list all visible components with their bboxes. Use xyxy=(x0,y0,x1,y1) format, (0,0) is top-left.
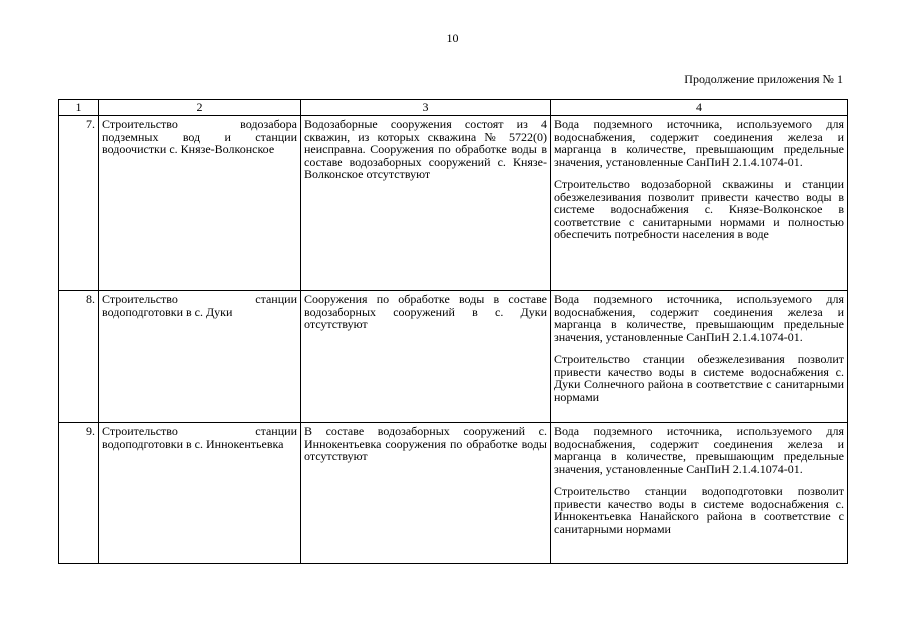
table-row xyxy=(59,291,848,423)
appendix-note: Продолжение приложения № 1 xyxy=(684,72,843,86)
table-row xyxy=(59,423,848,564)
column-header: 3 xyxy=(301,100,551,116)
justification xyxy=(551,116,848,291)
justification-paragraph: Вода подземного источника, используемого для водоснабжения, содержит соединения железа и марганца в количестве, превышающим предельные значения, установленные СанПиН 2.1.4.1074-01. xyxy=(554,292,844,344)
project-name: Строительство водозабора подземных вод и станции водоочистки с. Князе-Волконское xyxy=(99,116,301,291)
justification xyxy=(551,423,848,564)
projects-table xyxy=(58,99,848,564)
row-number: 8. xyxy=(59,291,99,423)
justification-paragraph: Вода подземного источника, используемого для водоснабжения, содержит соединения железа и марганца в количестве, превышающим предельные значения, установленные СанПиН 2.1.4.1074-01. xyxy=(554,424,844,476)
justification-paragraph: Строительство станции водоподготовки позволит привести качество воды в системе водоснабжения с. Иннокентьевка Нанайского района в соответствие с санитарными нормами xyxy=(554,484,844,536)
project-name: Строительство станции водоподготовки в с. Дуки xyxy=(99,291,301,423)
justification-paragraph: Строительство станции обезжелезивания позволит привести качество воды в системе водоснабжения с. Дуки Солнечного района в соответствие с санитарными нормами xyxy=(554,352,844,404)
project-name: Строительство станции водоподготовки в с. Иннокентьевка xyxy=(99,423,301,564)
current-state: Сооружения по обработке воды в составе водозаборных сооружений в с. Дуки отсутствуют xyxy=(301,291,551,423)
current-state: В составе водозаборных сооружений с. Иннокентьевка сооружения по обработке воды отсутствуют xyxy=(301,423,551,564)
page-number: 10 xyxy=(446,31,459,45)
justification-paragraph: Строительство водозаборной скважины и станции обезжелезивания позволит привести качество воды в системе водоснабжения с. Князе-Волконское в соответствие с санитарными нормами и полностью обеспечить потребности населения в воде xyxy=(554,177,844,241)
row-number: 9. xyxy=(59,423,99,564)
justification-paragraph: Вода подземного источника, используемого для водоснабжения, содержит соединения железа и марганца в количестве, превышающим предельные значения, установленные СанПиН 2.1.4.1074-01. xyxy=(554,117,844,169)
column-header: 4 xyxy=(551,100,848,116)
justification xyxy=(551,291,848,423)
current-state: Водозаборные сооружения состоят из 4 скважин, из которых скважина № 5722(0) неисправна. Сооружения по обработке воды в составе водозаборных сооружений с. Князе-Волконское отсутствуют xyxy=(301,116,551,291)
column-header: 2 xyxy=(99,100,301,116)
column-header: 1 xyxy=(59,100,99,116)
table-header-row xyxy=(59,100,848,116)
row-number: 7. xyxy=(59,116,99,291)
table-row xyxy=(59,116,848,291)
